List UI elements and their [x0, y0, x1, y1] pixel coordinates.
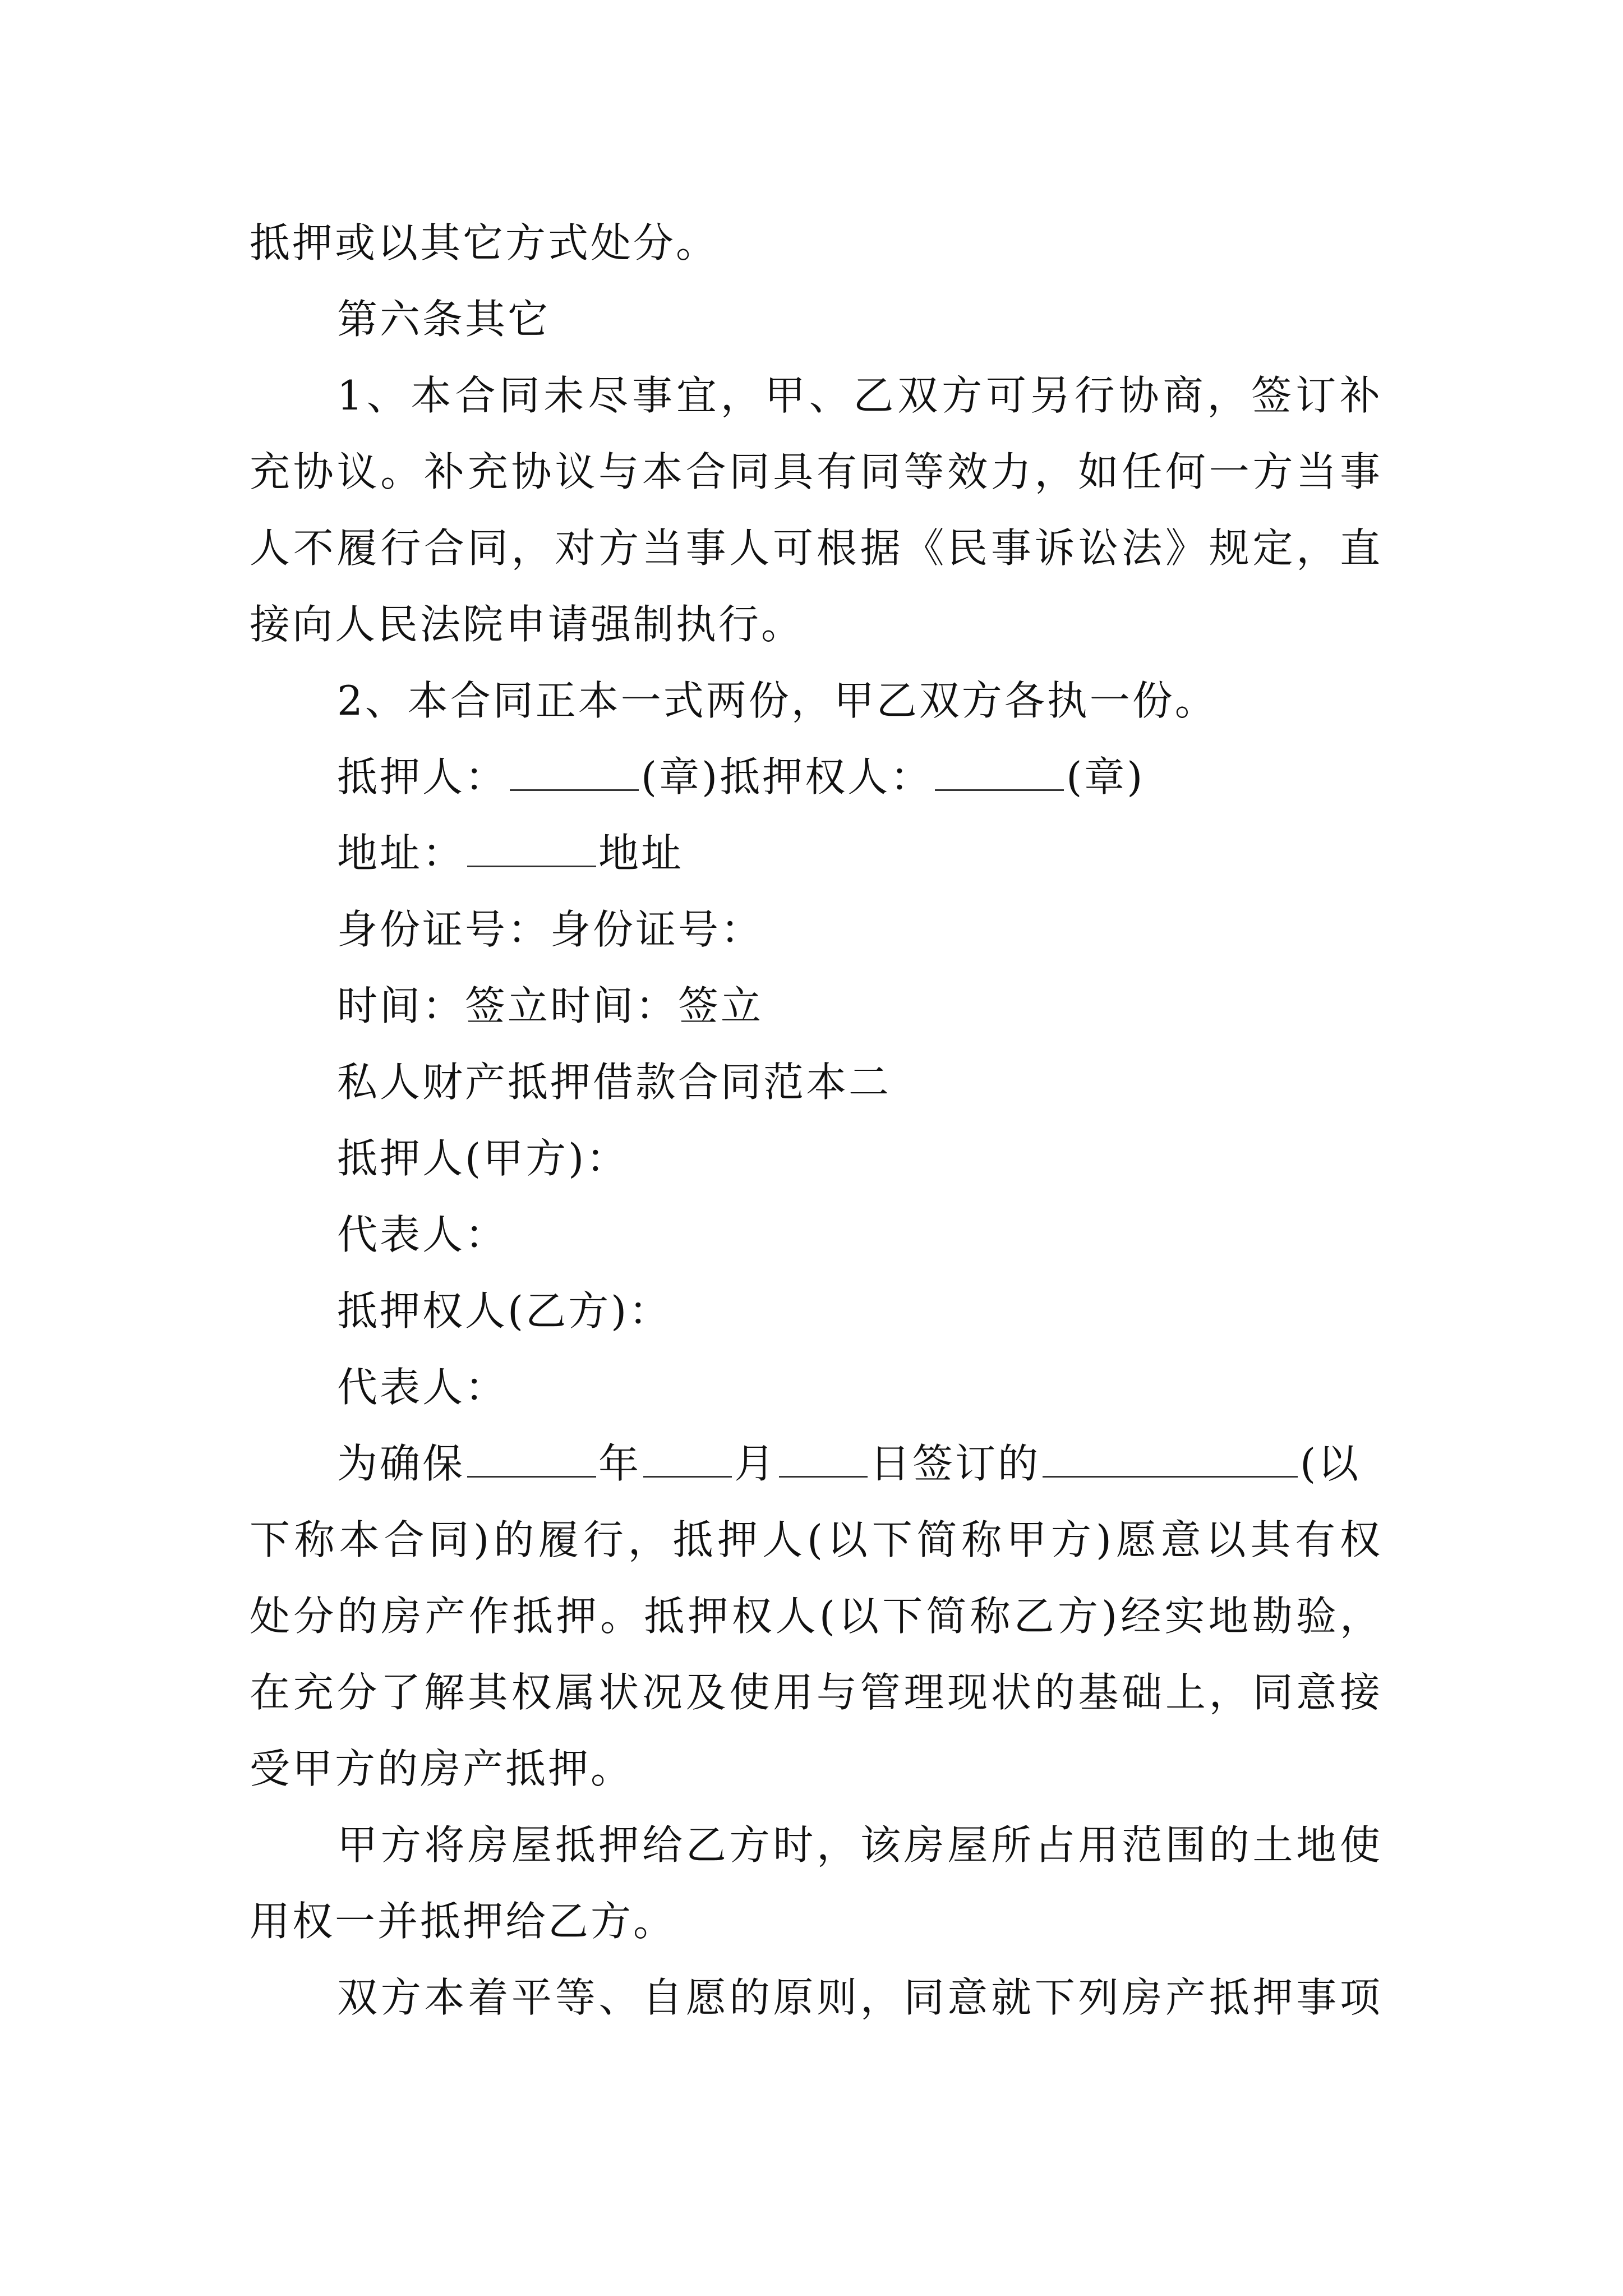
mortgagee-label: 抵押权人： [720, 753, 933, 800]
document-body [250, 205, 1382, 2036]
party-line: 抵押权人(乙方)： [337, 1287, 672, 1335]
party-line: 抵押人(甲方)： [337, 1135, 629, 1182]
blank-field [467, 832, 596, 867]
party-line: 代表人： [337, 1211, 508, 1258]
blank-field [467, 1442, 596, 1478]
article-heading: 第六条其它 [337, 296, 551, 343]
blank-field [510, 756, 639, 791]
paragraph-line: 接向人民法院申请强制执行。 [250, 601, 804, 648]
paragraph-line: 处分的房产作抵押。抵押权人(以下简称乙方)经实地勘验， [250, 1593, 1382, 1640]
fill-in-line: 为确保 年 月 日签订的 (以 [337, 1440, 1361, 1487]
paragraph-line: 2、本合同正本一式两份，甲乙双方各执一份。 [337, 677, 1218, 724]
seal-mark: (章) [641, 753, 720, 800]
seal-mark: (章) [1066, 753, 1145, 800]
address-label: 地址： [337, 830, 465, 877]
paragraph-line: 受甲方的房产抵押。 [250, 1745, 634, 1792]
signature-line-id: 身份证号：身份证号： [337, 906, 764, 953]
signature-line-address [250, 815, 1382, 891]
paragraph-line: 下称本合同)的履行，抵押人(以下简称甲方)愿意以其有权 [250, 1516, 1382, 1563]
mortgagor-label: 抵押人： [337, 753, 508, 800]
blank-field [1043, 1442, 1298, 1478]
party-line: 代表人： [337, 1364, 508, 1411]
signature-line-parties [250, 739, 1382, 815]
address-label: 地址 [598, 830, 684, 877]
paragraph-line: 在充分了解其权属状况及使用与管理现状的基础上，同意接 [250, 1669, 1382, 1716]
paragraph-line: 甲方将房屋抵押给乙方时，该房屋所占用范围的土地使 [337, 1821, 1382, 1869]
paragraph-line: 1、本合同未尽事宜，甲、乙双方可另行协商，签订补 [337, 372, 1382, 419]
signature-line-time: 时间：签立时间：签立 [337, 982, 764, 1029]
blank-field [779, 1442, 868, 1478]
blank-field [935, 756, 1064, 791]
paragraph-line: 充协议。补充协议与本合同具有同等效力，如任何一方当事 [250, 448, 1382, 495]
paragraph-line: 用权一并抵押给乙方。 [250, 1898, 676, 1945]
blank-field [643, 1442, 732, 1478]
paragraph-line: 双方本着平等、自愿的原则，同意就下列房产抵押事项 [337, 1974, 1382, 2021]
paragraph-line: 抵押或以其它方式处分。 [250, 219, 719, 266]
paragraph-line: 人不履行合同，对方当事人可根据《民事诉讼法》规定，直 [250, 524, 1382, 572]
section-title: 私人财产抵押借款合同范本二 [337, 1059, 892, 1106]
